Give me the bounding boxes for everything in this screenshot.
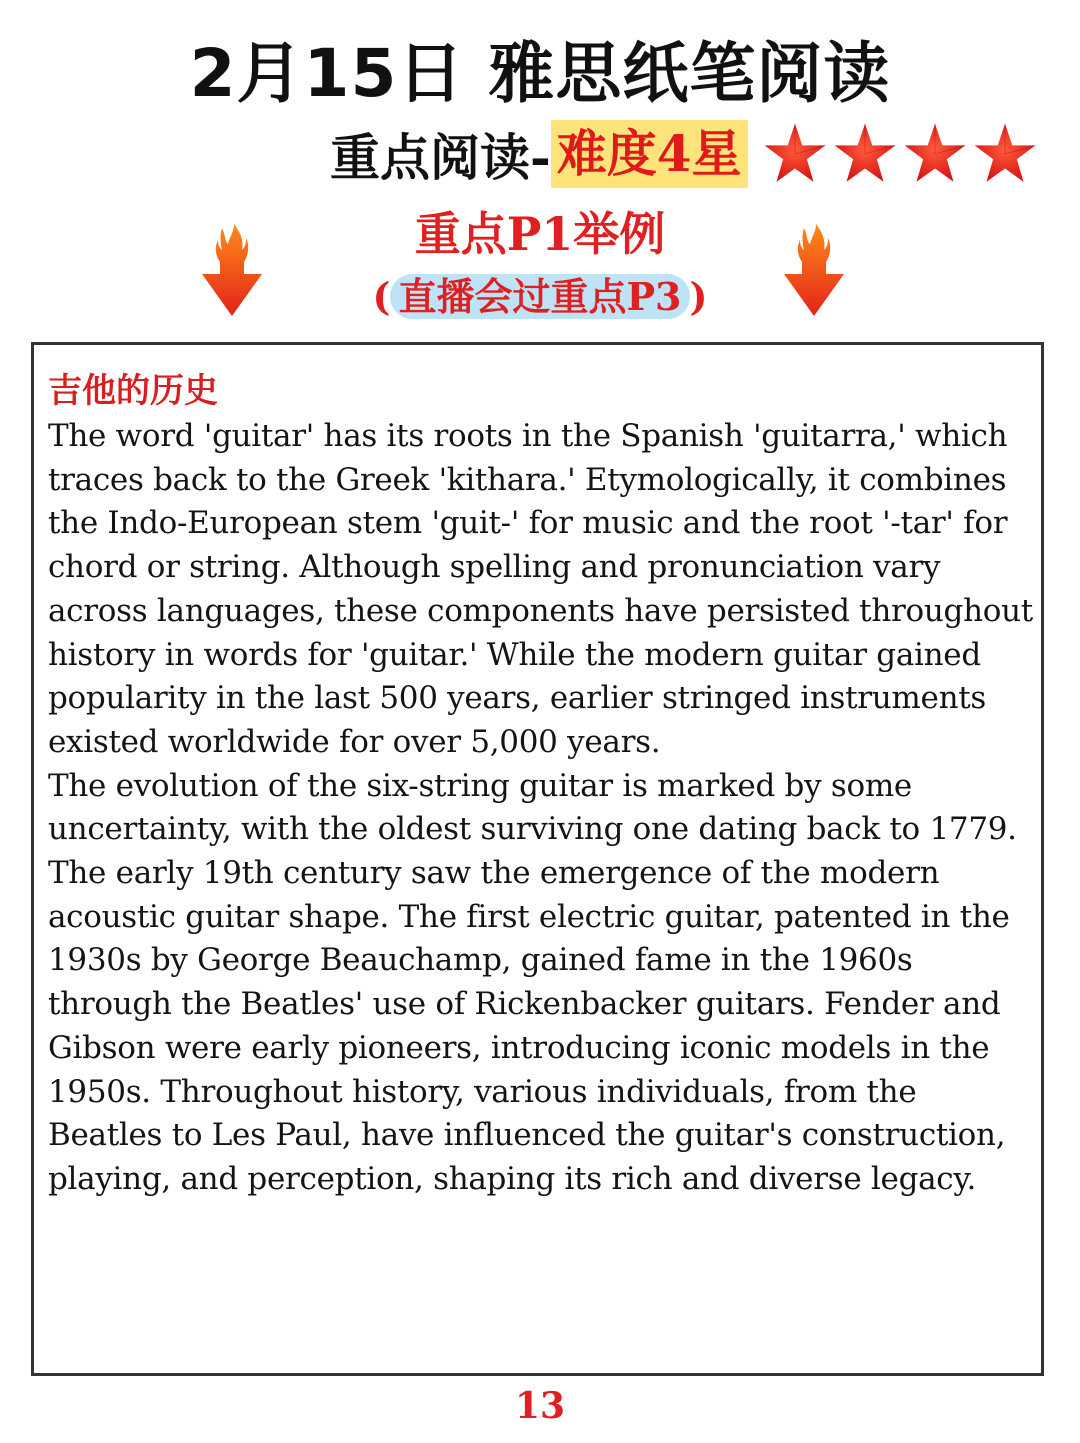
difficulty-stars [762,121,1038,187]
difficulty-row [330,118,1038,190]
passage-paragraph: The evolution of the six-string guitar is marked by some uncertainty, with the oldest surviving one dating back to 1779. The early 19th century saw the emergence of the modern acoustic guitar shape. The first electric guitar, patented in the 1930s by George Beauchamp, gained fame in the 1960s through the Beatles' use of Rickenbacker guitars. Fender and Gibson were early pioneers, introducing iconic models in the 1950s. Throughout history, various individuals, from the Beatles to Les Paul, have influenced the guitar's construction, playing, and perception, shaping its rich and diverse legacy. [48,767,1017,1197]
live-note [0,268,1080,326]
live-note-open-paren: ( [372,274,391,319]
star-icon [902,121,968,187]
passage-box [31,342,1044,1376]
passage-text [48,415,1038,1202]
subtitle-prefix: 重点阅读- [330,128,551,187]
star-icon [972,121,1038,187]
live-note-text: 直播会过重点P3 [390,274,689,319]
star-icon [832,121,898,187]
page-number: 13 [514,1385,566,1427]
passage-section-title: 吉他的历史 [48,371,218,411]
live-note-close-paren: ) [689,274,708,319]
star-icon [762,121,828,187]
difficulty-label: 难度4星 [551,120,748,188]
key-example-heading: 重点P1举例 [414,207,666,261]
passage-paragraph: The word 'guitar' has its roots in the Spanish 'guitarra,' which traces back to the Greek 'kithara.' Etymologically, it combines the Indo-European stem 'guit-' for music and the root '-tar' for chord or string. Although spelling and pronunciation vary across languages, these components have persisted throughout history in words for 'guitar.' While the modern guitar gained popularity in the last 500 years, earlier stringed instruments existed worldwide for over 5,000 years. [48,418,1033,760]
page-title: 2月15日 雅思纸笔阅读 [189,35,891,112]
